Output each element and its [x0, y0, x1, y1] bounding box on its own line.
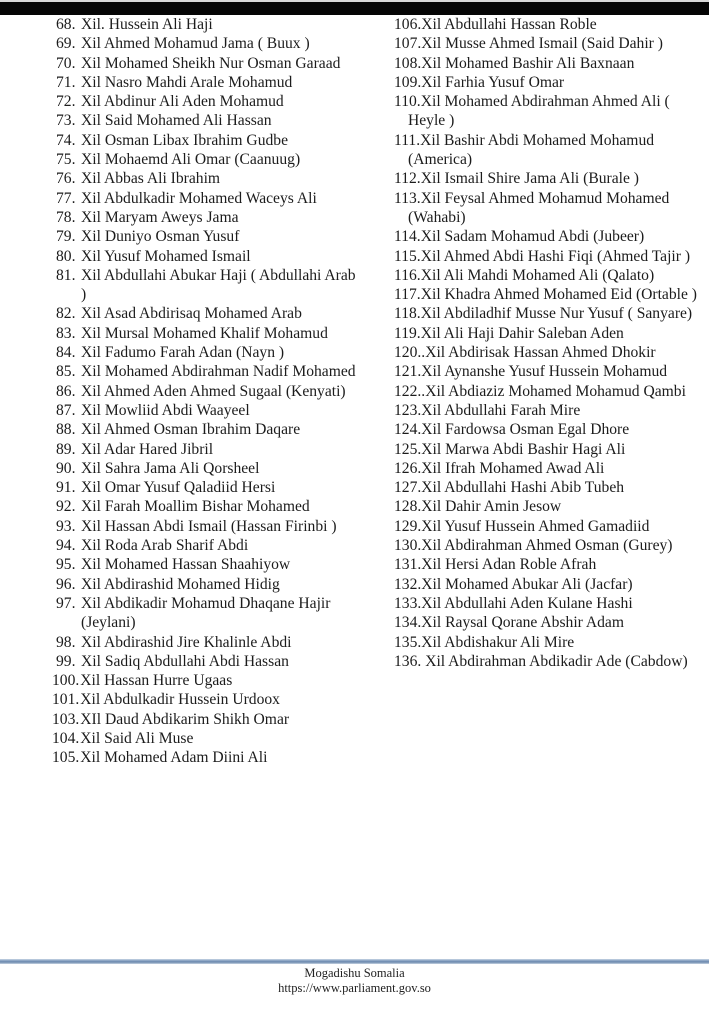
list-item [394, 247, 704, 266]
member-name: Xil Mohamed Hassan Shaahiyow [81, 556, 291, 574]
item-number: 90. [56, 459, 76, 477]
list-item [394, 73, 704, 92]
list-item [56, 266, 356, 305]
list-item [56, 536, 356, 555]
item-number: 75. [56, 151, 76, 169]
member-name: Xil Abdullahi Abukar Haji ( Abdullahi Arab ) [81, 266, 356, 304]
member-name: Xil Abdulkadir Hussein Urdoox [80, 691, 280, 709]
list-item [52, 748, 356, 767]
list-item [56, 362, 356, 381]
item-number: 121. [394, 363, 422, 381]
member-name: Xil Mohamed Sheikh Nur Osman Garaad [81, 54, 341, 72]
list-item [394, 131, 704, 170]
item-number: 83. [56, 324, 76, 342]
list-item [56, 304, 356, 323]
member-name: Xil Mohamed Abukar Ali (Jacfar) [421, 575, 633, 593]
list-item [56, 420, 356, 439]
member-name: Xil Mohamed Adam Diini Ali [80, 749, 268, 767]
item-number: 118. [394, 305, 421, 323]
member-name: Xil Feysal Ahmed Mohamud Mohamed (Wahabi) [408, 189, 670, 226]
footer-city: Mogadishu Somalia [304, 966, 405, 980]
list-item [394, 613, 704, 632]
item-number: 79. [56, 228, 76, 246]
item-number: 116. [394, 266, 421, 284]
item-number: 104. [52, 729, 80, 747]
member-name: Xil Abdiaziz Mohamed Mohamud Qambi [425, 382, 686, 400]
item-number: 85. [56, 363, 76, 381]
list-item [56, 150, 356, 169]
item-number: 71. [56, 73, 76, 91]
member-name: Xil Duniyo Osman Yusuf [81, 228, 240, 246]
member-name: Xil Maryam Aweys Jama [81, 208, 239, 226]
member-name: Xil Asad Abdirisaq Mohamed Arab [81, 305, 302, 323]
member-name: Xil Ahmed Abdi Hashi Fiqi (Ahmed Tajir ) [420, 247, 691, 265]
member-name: Xil. Hussein Ali Haji [81, 16, 213, 33]
member-name: Xil Khadra Ahmed Mohamed Eid (Ortable ) [420, 286, 697, 304]
list-item [394, 459, 704, 478]
member-name: Xil Sadiq Abdullahi Abdi Hassan [81, 652, 289, 670]
member-name: Xil Yusuf Hussein Ahmed Gamadiid [421, 517, 650, 535]
member-name: Xil Abdikadir Mohamud Dhaqane Hajir (Jeylani) [81, 594, 331, 632]
member-name: Xil Mursal Mohamed Khalif Mohamud [81, 324, 328, 342]
item-number: 136. [394, 652, 422, 670]
member-name: Xil Abdullahi Hashi Abib Tubeh [421, 479, 625, 497]
item-number: 126. [394, 459, 422, 477]
list-item [394, 266, 704, 285]
list-item [394, 304, 704, 323]
item-number: 84. [56, 344, 76, 362]
item-number: 96. [56, 575, 76, 593]
item-number: 110. [394, 93, 421, 111]
item-number: 130. [394, 537, 422, 555]
list-item [394, 517, 704, 536]
member-name: Xil Abdulkadir Mohamed Waceys Ali [81, 189, 317, 207]
item-number: 73. [56, 112, 76, 130]
member-list-left-column [52, 15, 356, 768]
item-number: 100. [52, 672, 80, 690]
footer [0, 966, 709, 996]
member-name: Xil Nasro Mahdi Arale Mohamud [81, 73, 293, 91]
list-item [56, 555, 356, 574]
item-number: 68. [56, 16, 76, 33]
member-name: Xil Ali Haji Dahir Saleban Aden [420, 324, 624, 342]
item-number: 76. [56, 170, 76, 188]
list-item [394, 382, 704, 401]
member-name: Xil Raysal Qorane Abshir Adam [421, 614, 624, 632]
item-number: 113. [394, 189, 421, 207]
member-name: Xil Abdishakur Ali Mire [421, 633, 575, 651]
list-item [394, 478, 704, 497]
member-name: Xil Musse Ahmed Ismail (Said Dahir ) [421, 35, 663, 53]
list-item [56, 189, 356, 208]
member-name: Xil Dahir Amin Jesow [421, 498, 562, 516]
list-item [394, 536, 704, 555]
list-item [394, 285, 704, 304]
member-list-right-column [394, 15, 704, 671]
list-item [56, 594, 356, 633]
list-item [52, 729, 356, 748]
list-item [56, 208, 356, 227]
list-item [56, 324, 356, 343]
member-name: Xil Bashir Abdi Mohamed Mohamud (America) [408, 131, 655, 169]
item-number: 135. [394, 633, 422, 651]
list-item [394, 440, 704, 459]
item-number: 114. [394, 228, 421, 246]
member-name: Xil Sahra Jama Ali Qorsheel [81, 459, 260, 477]
item-number: 97. [56, 594, 76, 612]
member-name: Xil Ahmed Aden Ahmed Sugaal (Kenyati) [81, 382, 346, 400]
item-number: 88. [56, 421, 76, 439]
list-item [56, 111, 356, 130]
item-number: 80. [56, 247, 76, 265]
item-number: 86. [56, 382, 76, 400]
item-number: 82. [56, 305, 76, 323]
list-item [56, 478, 356, 497]
item-number: 107. [394, 35, 422, 53]
list-item [56, 517, 356, 536]
list-item [56, 131, 356, 150]
item-number: 115. [394, 247, 421, 265]
item-number: 81. [56, 266, 76, 284]
item-number: 122.. [394, 382, 426, 400]
member-name: Xil Farhia Yusuf Omar [421, 73, 565, 91]
member-name: Xil Mohamed Bashir Ali Baxnaan [421, 54, 635, 72]
member-name: Xil Mowliid Abdi Waayeel [81, 401, 250, 419]
item-number: 89. [56, 440, 76, 458]
item-number: 134. [394, 614, 422, 632]
member-name: Xil Ahmed Osman Ibrahim Daqare [81, 421, 301, 439]
list-item [394, 189, 704, 228]
list-item [394, 92, 704, 131]
member-name: Xil Ali Mahdi Mohamed Ali (Qalato) [420, 266, 655, 284]
member-name: Xil Mohamed Abdirahman Ahmed Ali ( Heyle ) [408, 93, 670, 130]
list-item [394, 15, 704, 34]
member-name: Xil Ahmed Mohamud Jama ( Buux ) [81, 35, 310, 53]
item-number: 109. [394, 73, 422, 91]
list-item [52, 710, 356, 729]
list-item [56, 497, 356, 516]
item-number: 103. [52, 710, 80, 728]
member-name: Xil Fadumo Farah Adan (Nayn ) [81, 344, 285, 362]
item-number: 106. [394, 16, 422, 33]
list-item [56, 169, 356, 188]
item-number: 108. [394, 54, 422, 72]
member-name: Xil Aynanshe Yusuf Hussein Mohamud [421, 363, 668, 381]
item-number: 99. [56, 652, 76, 670]
member-name: Xil Abdullahi Hassan Roble [421, 16, 597, 33]
item-number: 69. [56, 35, 76, 53]
item-number: 95. [56, 556, 76, 574]
member-name: Xil Abbas Ali Ibrahim [81, 170, 221, 188]
member-name: Xil Abdullahi Aden Kulane Hashi [421, 594, 633, 612]
member-name: Xil Hassan Abdi Ismail (Hassan Firinbi ) [81, 517, 337, 535]
item-number: 87. [56, 401, 76, 419]
list-item [56, 34, 356, 53]
list-item [394, 633, 704, 652]
item-number: 127. [394, 479, 422, 497]
list-item [394, 420, 704, 439]
item-number: 72. [56, 93, 76, 111]
member-name: Xil Ifrah Mohamed Awad Ali [421, 459, 605, 477]
member-name: Xil Mohamed Abdirahman Nadif Mohamed [81, 363, 356, 381]
member-name: Xil Farah Moallim Bishar Mohamed [81, 498, 310, 516]
list-item [394, 169, 704, 188]
list-item [56, 382, 356, 401]
item-number: 91. [56, 479, 76, 497]
list-item [52, 690, 356, 709]
list-item [394, 362, 704, 381]
list-item [394, 652, 704, 671]
item-number: 112. [394, 170, 421, 188]
item-number: 94. [56, 537, 76, 555]
item-number: 131. [394, 556, 422, 574]
member-name: Xil Said Ali Muse [80, 729, 194, 747]
item-number: 92. [56, 498, 76, 516]
member-name: Xil Abdirashid Mohamed Hidig [81, 575, 280, 593]
member-name: Xil Omar Yusuf Qaladiid Hersi [81, 479, 276, 497]
member-name: Xil Roda Arab Sharif Abdi [81, 537, 249, 555]
list-item [394, 343, 704, 362]
item-number: 117. [394, 286, 421, 304]
member-name: Xil Adar Hared Jibril [81, 440, 214, 458]
member-name: Xil Said Mohamed Ali Hassan [81, 112, 272, 130]
member-name: Xil Osman Libax Ibrahim Gudbe [81, 131, 289, 149]
list-item [56, 15, 356, 34]
item-number: 98. [56, 633, 76, 651]
list-item [394, 575, 704, 594]
item-number: 120.. [394, 344, 426, 362]
list-item [56, 54, 356, 73]
item-number: 123. [394, 401, 422, 419]
item-number: 119. [394, 324, 421, 342]
list-item [394, 555, 704, 574]
item-number: 133. [394, 594, 422, 612]
list-item [394, 324, 704, 343]
list-item [394, 54, 704, 73]
member-name: Xil Abdirahman Abdikadir Ade (Cabdow) [421, 652, 688, 670]
member-name: Xil Abdirahman Ahmed Osman (Gurey) [421, 537, 673, 555]
item-number: 93. [56, 517, 76, 535]
member-name: Xil Abdirisak Hassan Ahmed Dhokir [425, 344, 656, 362]
member-name: Xil Marwa Abdi Bashir Hagi Ali [421, 440, 626, 458]
list-item [56, 227, 356, 246]
item-number: 128. [394, 498, 422, 516]
list-item [394, 594, 704, 613]
member-name: Xil Hassan Hurre Ugaas [80, 672, 233, 690]
member-name: Xil Fardowsa Osman Egal Dhore [421, 421, 630, 439]
member-name: Xil Abdiladhif Musse Nur Yusuf ( Sanyare) [420, 305, 693, 323]
item-number: 70. [56, 54, 76, 72]
member-name: Xil Ismail Shire Jama Ali (Burale ) [420, 170, 639, 188]
list-item [56, 459, 356, 478]
list-item [52, 671, 356, 690]
member-name: Xil Abdullahi Farah Mire [421, 401, 581, 419]
item-number: 77. [56, 189, 76, 207]
footer-url: https://www.parliament.gov.so [278, 981, 431, 995]
footer-divider [0, 959, 709, 964]
item-number: 129. [394, 517, 422, 535]
item-number: 124. [394, 421, 422, 439]
list-item [56, 575, 356, 594]
list-item [56, 73, 356, 92]
member-name: Xil Mohaemd Ali Omar (Caanuug) [81, 151, 301, 169]
list-item [394, 497, 704, 516]
member-name: Xil Sadam Mohamud Abdi (Jubeer) [420, 228, 645, 246]
list-item [56, 401, 356, 420]
item-number: 101. [52, 691, 80, 709]
member-name: Xil Abdinur Ali Aden Mohamud [81, 93, 284, 111]
item-number: 74. [56, 131, 76, 149]
item-number: 111. [394, 131, 421, 149]
list-item [56, 247, 356, 266]
list-item [394, 34, 704, 53]
list-item [394, 401, 704, 420]
member-name: XIl Daud Abdikarim Shikh Omar [80, 710, 290, 728]
header-bar [0, 2, 709, 15]
member-name: Xil Abdirashid Jire Khalinle Abdi [81, 633, 292, 651]
list-item [56, 92, 356, 111]
list-item [56, 633, 356, 652]
list-item [56, 440, 356, 459]
list-item [394, 227, 704, 246]
member-name: Xil Yusuf Mohamed Ismail [81, 247, 251, 265]
item-number: 132. [394, 575, 422, 593]
list-item [56, 343, 356, 362]
item-number: 125. [394, 440, 422, 458]
item-number: 78. [56, 208, 76, 226]
list-item [56, 652, 356, 671]
item-number: 105. [52, 749, 80, 767]
member-name: Xil Hersi Adan Roble Afrah [421, 556, 597, 574]
